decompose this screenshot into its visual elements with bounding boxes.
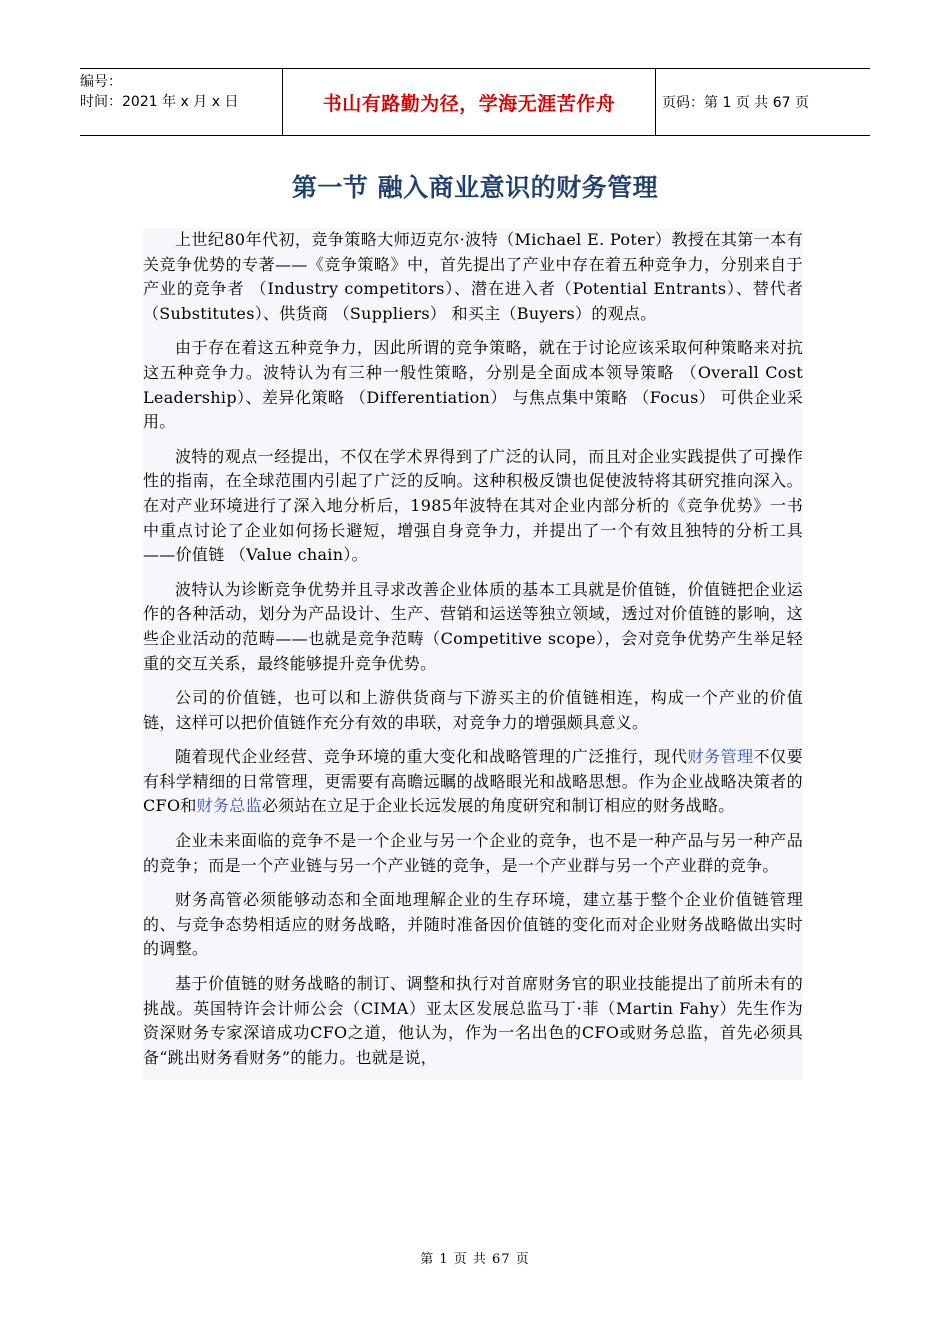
link-financial-director[interactable]: 财务总监 <box>196 796 262 816</box>
section-title: 第一节 融入商业意识的财务管理 <box>291 173 659 202</box>
header-page-info: 页码：第 1 页 共 67 页 <box>662 95 809 111</box>
text-run: 必须站在立足于企业长远发展的角度研究和制订相应的财务战略。 <box>261 796 735 816</box>
paragraph: 基于价值链的财务战略的制订、调整和执行对首席财务官的职业技能提出了前所未有的挑战。英国特许会计师公会（CIMA）亚太区发展总监马丁·菲（Martin Fahy）先生作为资深财务专家深谙成功CFO之道，他认为，作为一名出色的CFO或财务总监，首先必须具备“跳出财务看财务”的能力。也就是说， <box>143 974 803 1067</box>
paragraph: 由于存在着这五种竞争力，因此所谓的竞争策略，就在于讨论应该采取何种策略来对抗这五种竞争力。波特认为有三种一般性策略，分别是全面成本领导策略 （Overall Cost Leadership）、差异化策略 （Differentiation） 与焦点集中策略 （Focus） 可供企业采用。 <box>143 338 803 432</box>
paragraph: 公司的价值链，也可以和上游供货商与下游买主的价值链相连，构成一个产业的价值链，这样可以把价值链作充分有效的串联，对竞争力的增强颇具意义。 <box>143 688 803 732</box>
paragraph: 波特认为诊断竞争优势并且寻求改善企业体质的基本工具就是价值链，价值链把企业运作的各种活动，划分为产品设计、生产、营销和运送等独立领域，透过对价值链的影响，这些企业活动的范畴——也就是竞争范畴（Competitive scope），会对竞争优势产生举足轻重的交互关系，最终能够提升竞争优势。 <box>143 579 803 673</box>
header-motto: 书山有路勤为径，学海无涯苦作舟 <box>282 69 656 135</box>
paragraph: 财务高管必须能够动态和全面地理解企业的生存环境，建立基于整个企业价值链管理的、与竞争态势相适应的财务战略，并随时准备因价值链的变化而对企业财务战略做出实时的调整。 <box>143 890 803 959</box>
body-content <box>143 228 803 1080</box>
paragraph-with-links <box>143 745 803 819</box>
page-header <box>80 68 870 136</box>
time-label: 时间：2021 年 x 月 x 日 <box>80 94 239 110</box>
number-label: 编号： <box>80 74 122 90</box>
text-run: 不仅要有科学精细的日常管理，更需要有高瞻远瞩的战略眼光和战略思想。作为企业战略决策者的CFO和 <box>143 747 804 816</box>
paragraph: 企业未来面临的竞争不是一个企业与另一个企业的竞争，也不是一种产品与另一种产品的竞争；而是一个产业链与另一个产业链的竞争，是一个产业群与另一个产业群的竞争。 <box>143 831 803 875</box>
page-footer: 第 1 页 共 67 页 <box>420 1252 530 1267</box>
paragraph: 波特的观点一经提出，不仅在学术界得到了广泛的认同，而且对企业实践提供了可操作性的指南，在全球范围内引起了广泛的反响。这种积极反馈也促使波特将其研究推向深入。在对产业环境进行了深入地分析后，1985年波特在其对企业内部分析的《竞争优势》一书中重点讨论了企业如何扬长避短，增强自身竞争力，并提出了一个有效且独特的分析工具——价值链 （Value chain）。 <box>143 446 803 565</box>
text-run: 随着现代企业经营、竞争环境的重大变化和战略管理的广泛推行，现代 <box>175 747 688 767</box>
paragraph: 上世纪80年代初，竞争策略大师迈克尔·波特（Michael E. Poter）教授在其第一本有关竞争优势的专著——《竞争策略》中，首先提出了产业中存在着五种竞争力，分别来自于产业的竞争者 （Industry competitors）、潜在进入者（Potential Entrants）、替代者 （Substitutes）、供货商 （Suppliers） 和买主（Buyers）的观点。 <box>143 230 803 323</box>
header-meta <box>80 69 282 135</box>
link-financial-management[interactable]: 财务管理 <box>687 747 754 767</box>
